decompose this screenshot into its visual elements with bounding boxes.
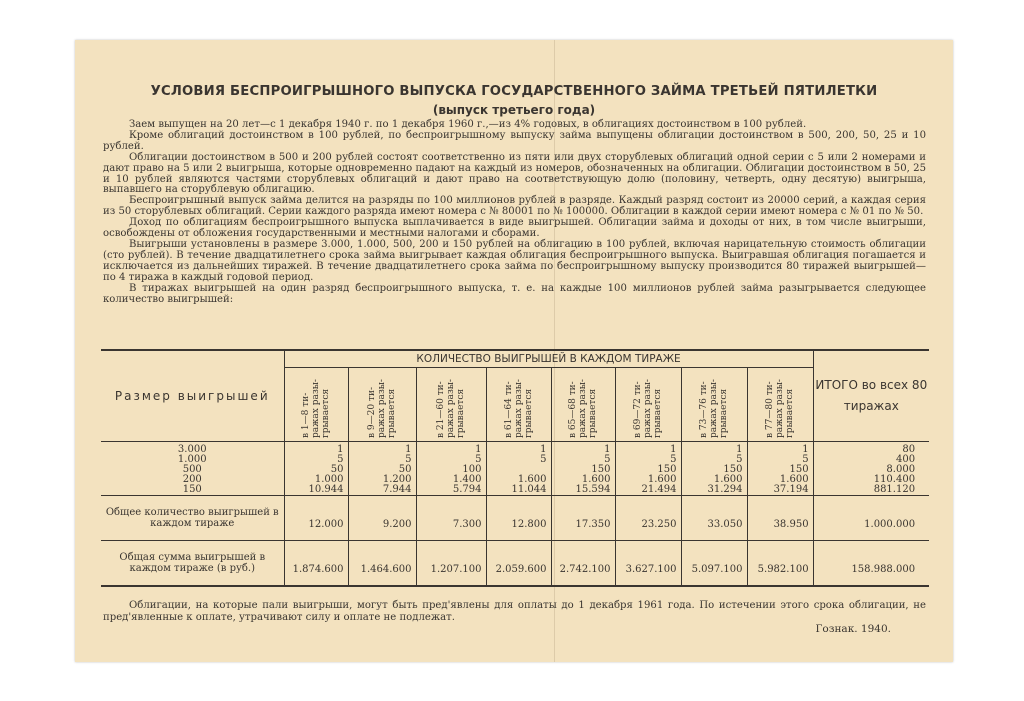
total-count-row — [101, 496, 929, 541]
count-cell: 1 5 150 1.600 21.494 — [615, 442, 681, 496]
sum-total: 158.988.000 — [813, 541, 929, 587]
denominations-cell: 3.000 1.000 500 200 150 — [101, 442, 284, 496]
column-header: в 21—60 ти- ражах разы- грывается — [416, 368, 486, 442]
row-label: Общее количество выигрышей в каждом тираже — [101, 496, 284, 541]
count-total: 1.000.000 — [813, 496, 929, 541]
paragraph: В тиражах выигрышей на один разряд беспроигрышного выпуска, т. е. на каждые 100 миллионов рублей займа разыгрывается следующее количество выигрышей: — [103, 282, 926, 305]
group-header: КОЛИЧЕСТВО ВЫИГРЫШЕЙ В КАЖДОМ ТИРАЖЕ — [284, 350, 813, 368]
column-header: в 9—20 ти- ражах разы- грывается — [348, 368, 416, 442]
sum-value: 5.982.100 — [747, 541, 813, 587]
count-cell: 1 5 50 1.200 7.944 — [348, 442, 416, 496]
bond-sheet — [75, 40, 953, 662]
count-value: 12.000 — [284, 496, 348, 541]
totals-cell: 80 400 8.000 110.400 881.120 — [873, 444, 916, 495]
count-value: 12.800 — [486, 496, 551, 541]
row-label: Общая сумма выигрышей в каждом тираже (в руб.) — [101, 541, 284, 587]
count-cell: 1 5 50 1.000 10.944 — [284, 442, 348, 496]
sum-value: 5.097.100 — [681, 541, 747, 587]
sum-value: 1.874.600 — [284, 541, 348, 587]
sum-value: 3.627.100 — [615, 541, 681, 587]
count-cell: 1 5 150 1.600 37.194 — [747, 442, 813, 496]
column-header: в 77—80 ти- ражах разы- грывается — [747, 368, 813, 442]
count-value: 7.300 — [416, 496, 486, 541]
total-sum-row — [101, 541, 929, 587]
column-header: в 65—68 ти- ражах разы- грывается — [551, 368, 615, 442]
prize-table — [101, 349, 929, 587]
sum-value: 1.207.100 — [416, 541, 486, 587]
paragraph: Доход по облигациям беспроигрышного выпуска выплачивается в виде выигрышей. Облигации займа и доходы от них, в том числе выигрыши, освобождены от обложения государственными и местными налогами и сборами. — [103, 217, 926, 240]
column-header: в 1—8 ти- ражах разы- грывается — [284, 368, 348, 442]
imprint: Гознак. 1940. — [815, 623, 891, 635]
count-value: 33.050 — [681, 496, 747, 541]
size-header: Размер выигрышей — [101, 350, 284, 442]
count-cell: 1 5 100 1.400 5.794 — [416, 442, 486, 496]
count-value: 38.950 — [747, 496, 813, 541]
count-cell: 1 5 150 1.600 31.294 — [681, 442, 747, 496]
total-header: ИТОГО во всех 80 тиражах — [813, 350, 929, 442]
document-title: УСЛОВИЯ БЕСПРОИГРЫШНОГО ВЫПУСКА ГОСУДАРСТВЕННОГО ЗАЙМА ТРЕТЬЕЙ ПЯТИЛЕТКИ — [150, 84, 878, 99]
count-value: 23.250 — [615, 496, 681, 541]
paragraph: Беспроигрышный выпуск займа делится на разряды по 100 миллионов рублей в разряде. Каждый разряд состоит из 20000 серий, а каждая серия из 50 сторублевых облигаций. Серии каждого разряда имеют номера с № 80001 по № 100000. Облигации в каждой серии имеют номера с № 01 по № 50. — [103, 195, 926, 218]
paragraph: Кроме облигаций достоинством в 100 рублей, по беспроигрышному выпуску займа выпущены облигации достоинством в 500, 200, 50, 25 и 10 рублей. — [103, 129, 926, 152]
paragraph: Выигрыши установлены в размере 3.000, 1.000, 500, 200 и 150 рублей на облигацию в 100 рублей, включая нарицательную стоимость облигации (сто рублей). В течение двадцатилетнего срока займа выигрывает каждая облигация беспроигрышного выпуска. Выигравшая облигация погашается и исключается из дальнейших тиражей. В течение двадцатилетнего срока займа по беспроигрышному выпуску производится 80 тиражей выигрышей—по 4 тиража в каждый годовой период. — [103, 238, 926, 283]
footer-paragraph: Облигации, на которые пали выигрыши, могут быть пред'явлены для оплаты до 1 декабря 1961 года. По истечении этого срока облигации, не пред'явленные к оплате, утрачивают силу и оплате не подлежат. — [103, 600, 926, 623]
sum-value: 2.742.100 — [551, 541, 615, 587]
count-cell: 1 5 150 1.600 15.594 — [551, 442, 615, 496]
paragraph: Заем выпущен на 20 лет—с 1 декабря 1940 г. по 1 декабря 1960 г.,—из 4% годовых, в облигациях достоинством в 100 рублей. — [129, 119, 807, 130]
footer-text — [103, 600, 926, 623]
table-row — [101, 442, 929, 496]
count-value: 9.200 — [348, 496, 416, 541]
sum-value: 1.464.600 — [348, 541, 416, 587]
document-subtitle: (выпуск третьего года) — [432, 103, 596, 117]
column-header: в 73—76 ти- ражах разы- грывается — [681, 368, 747, 442]
conditions-text — [103, 120, 926, 305]
count-cell: 1 5 1.600 11.044 — [486, 442, 551, 496]
count-value: 17.350 — [551, 496, 615, 541]
column-header: в 61—64 ти- ражах разы- грывается — [486, 368, 551, 442]
sum-value: 2.059.600 — [486, 541, 551, 587]
paragraph: Облигации достоинством в 500 и 200 рублей состоят соответственно из пяти или двух сторублевых облигаций одной серии с 5 или 2 номерами и дают право на 5 или 2 выигрыша, которые одновременно падают на каждый из номеров, обозначенных на облигации. Облигации достоинством в 50, 25 и 10 рублей являются частями сторублевых облигаций и дают право на соответствующую долю (половину, четверть, одну десятую) выигрыша, выпавшего на сторублевую облигацию. — [103, 151, 926, 196]
column-header: в 69—72 ти- ражах разы- грывается — [615, 368, 681, 442]
